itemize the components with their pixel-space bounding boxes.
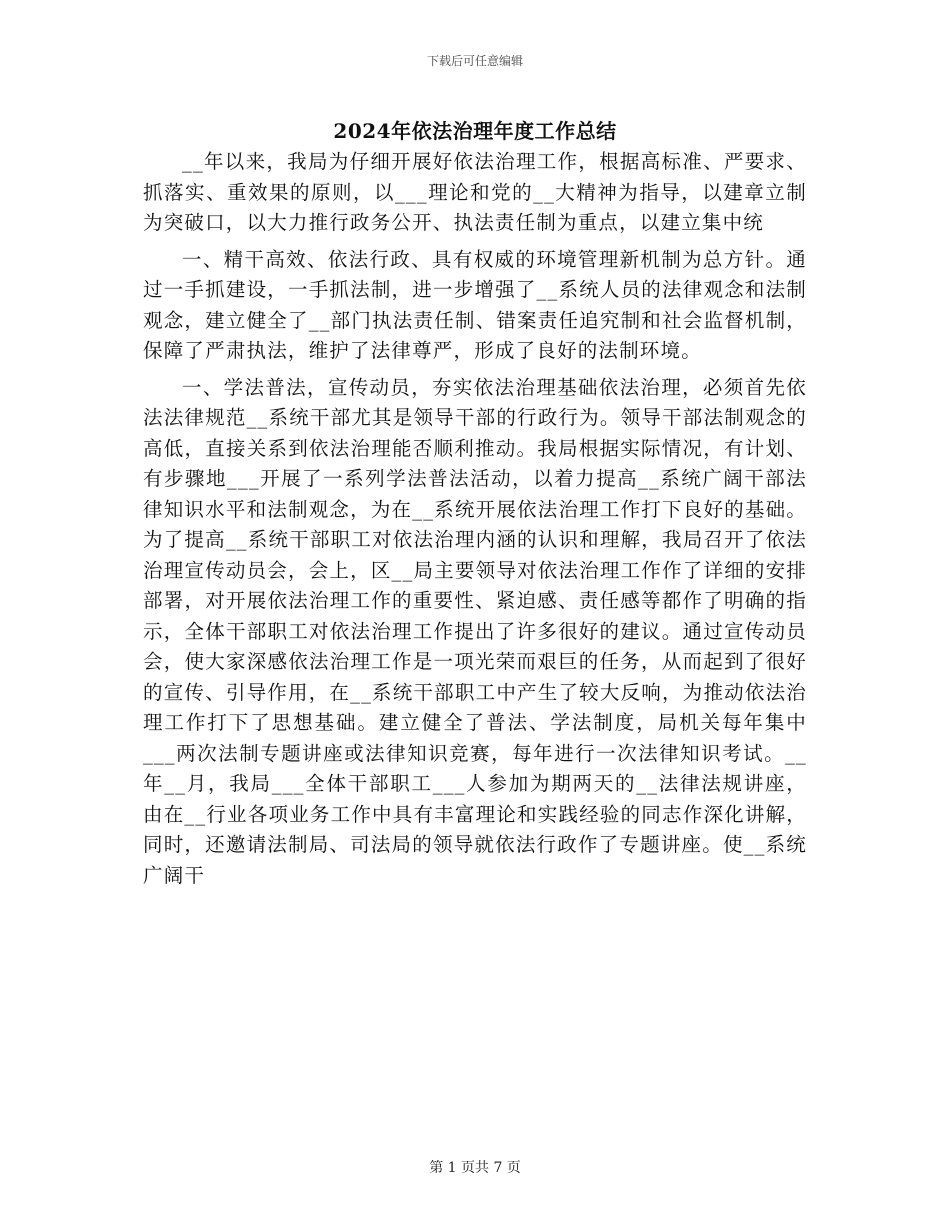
page-header-note: 下载后可任意编辑 bbox=[426, 54, 523, 68]
paragraph-study-law: 一、学法普法，宣传动员，夯实依法治理基础依法治理，必须首先依法法律规范__系统干部尤其是领导干部的行政行为。领导干部法制观念的高低，直接关系到依法治理能否顺利推动。我局根据实际情况，有计划、有步骤地___开展了一系列学法普法活动，以着力提高__系统广阔干部法律知识水平和法制观念，为在__系统开展依法治理工作打下良好的基础。为了提高__系统干部职工对依法治理内涵的认识和理解，我局召开了依法治理宣传动员会，会上，区__局主要领导对依法治理工作作了详细的安排部署，对开展依法治理工作的重要性、紧迫感、责任感等都作了明确的指示，全体干部职工对依法治理工作提出了许多很好的建议。通过宣传动员会，使大家深感依法治理工作是一项光荣而艰巨的任务，从而起到了很好的宣传、引导作用，在__系统干部职工中产生了较大反响，为推动依法治理工作打下了思想基础。建立健全了普法、学法制度，局机关每年集中___两次法制专题讲座或法律知识竞赛，每年进行一次法律知识考试。__年__月，我局___全体干部职工___人参加为期两天的__法律法规讲座，由在__行业各项业务工作中具有丰富理论和实践经验的同志作深化讲解，同时，还邀请法制局、司法局的领导就依法行政作了专题讲座。使__系统广阔干 bbox=[143, 375, 807, 887]
paragraph-policy: 一、精干高效、依法行政、具有权威的环境管理新机制为总方针。通过一手抓建设，一手抓法制，进一步增强了__系统人员的法律观念和法制观念，建立健全了__部门执法责任制、错案责任追究制和社会监督机制，保障了严肃执法，维护了法律尊严，形成了良好的法制环境。 bbox=[143, 247, 807, 362]
paragraph-intro: __年以来，我局为仔细开展好依法治理工作，根据高标准、严要求、抓落实、重效果的原则，以___理论和党的__大精神为指导，以建章立制为突破口，以大力推行政务公开、执法责任制为重点，以建立集中统 bbox=[143, 150, 807, 234]
document-body bbox=[143, 147, 807, 891]
document-title: 2024年依法治理年度工作总结 bbox=[333, 119, 617, 143]
page-number: 第 1 页共 7 页 bbox=[429, 1160, 521, 1176]
